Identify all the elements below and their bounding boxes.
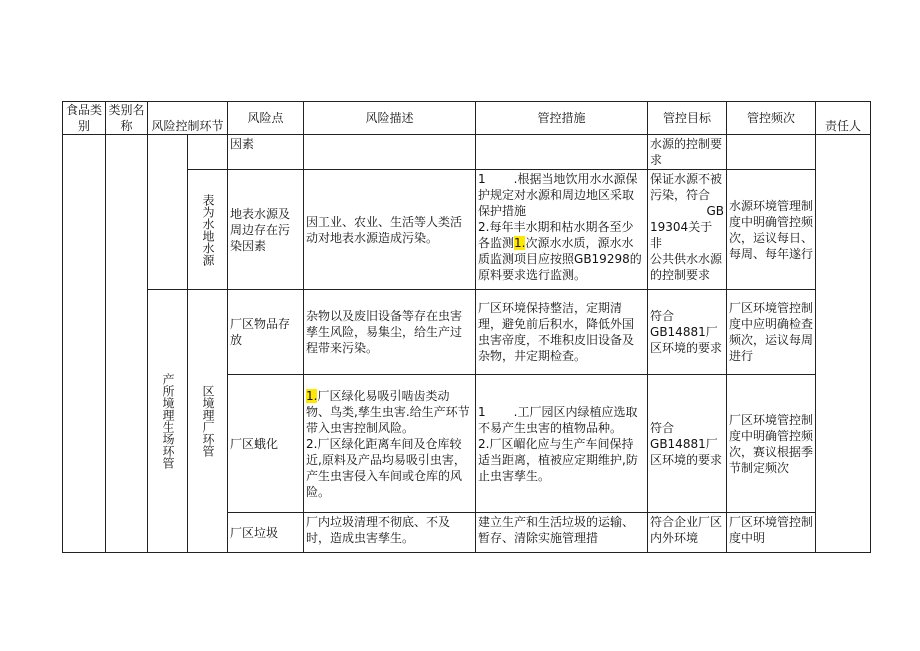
cell-point-garbage: 厂区垃圾 <box>228 513 304 553</box>
header-control-frequency: 管控频次 <box>727 102 816 135</box>
cell-description-continued <box>304 135 476 170</box>
cell-category-name <box>106 135 148 553</box>
header-control-target: 管控目标 <box>648 102 727 135</box>
risk-control-table <box>62 101 871 553</box>
cell-target-storage: 符合GB14881厂区环境的要求 <box>648 290 727 375</box>
measure-item-2: 2.每年丰水期和枯水期各至少各监测1.次源水水质，源水水质监测项目应按照GB19298的原料要求选行监测。 <box>478 220 642 282</box>
header-category-name: 类别名称 <box>106 102 148 135</box>
header-food-category: 食品类别 <box>63 102 106 135</box>
cell-substage-surface-water <box>188 170 228 290</box>
cell-stage-water <box>148 135 188 290</box>
cell-frequency-surface-water: 水源环境管理制度中明确管控频次，运议每日、每周、每年遂行 <box>727 170 816 290</box>
cell-target-surface-water: 保证水源不被 污染，符合 GB 19304关于非 公共供水水源 的控制要求 <box>648 170 727 290</box>
cell-substage-factory-env <box>188 290 228 553</box>
cell-measures-storage: 厂区环境保持整洁，定期清理，避免前后积水，降低外国虫害帝度，不堆积皮旧设备及杂物，井定期检查。 <box>476 290 648 375</box>
cell-target-greening: 符合GB14881厂区环境的要求 <box>648 375 727 513</box>
cell-frequency-storage: 厂区环境管控制度中应明确检查频次，运议每周进行 <box>727 290 816 375</box>
cell-target-garbage: 符合企业厂区内外环境 <box>648 513 727 553</box>
cell-description-storage: 杂物以及废旧设备等存在虫害孳生风险，易集尘，给生产过程带来污染。 <box>304 290 476 375</box>
cell-measures-garbage: 建立生产和生活垃圾的运输、暂存、清除实施管理措 <box>476 513 648 553</box>
substage-label: 区境理厂环管 <box>201 385 215 457</box>
cell-measures-greening <box>476 375 648 513</box>
cell-responsible <box>816 135 871 553</box>
measure-item-1: 1 .根据当地饮用水水源保护规定对水源和周边地区采取保护措施 <box>478 172 638 218</box>
cell-frequency-greening: 厂区环境管控制度中明确管控频次，赛议根据季节制定频次 <box>727 375 816 513</box>
substage-label: 表为水地水源 <box>201 193 215 266</box>
cell-description-surface-water: 因工业、农业、生活等人类活动对地表水源造成污染。 <box>304 170 476 290</box>
cell-frequency-garbage: 厂区环境管控制度中明 <box>727 513 816 553</box>
cell-stage-production-env <box>148 290 188 553</box>
header-risk-description: 风险描述 <box>304 102 476 135</box>
header-responsible-person: 责任人 <box>816 102 871 135</box>
stage-label: 产所境理生场环管 <box>161 373 175 469</box>
cell-point-surface-water: 地表水源及周边存在污染因素 <box>228 170 304 290</box>
cell-substage-top <box>188 135 228 170</box>
cell-food-category <box>63 135 106 553</box>
measure-item-2: 2.厂区嵋化应与生产车间保持适当距离，植被应定期维护,防止虫害孳生。 <box>478 436 638 483</box>
description-item-1: 1.厂区绿化易吸引啮齿类动物、鸟类,孳生虫害.给生产环节带入虫害控制风险。 <box>306 388 470 435</box>
table-row <box>63 135 871 170</box>
table-row <box>63 290 871 375</box>
header-risk-control-stage: 风险控制环节 <box>148 102 228 135</box>
cell-measures-surface-water <box>476 170 648 290</box>
cell-point-continued: 因素 <box>228 135 304 170</box>
cell-frequency-continued <box>727 135 816 170</box>
cell-description-garbage: 厂内垃圾清理不彻底、不及时，造成虫害孳生。 <box>304 513 476 553</box>
cell-target-continued: 水源的控制要求 <box>648 135 727 170</box>
header-risk-point: 风险点 <box>228 102 304 135</box>
description-item-2: 2.厂区绿化距离车间及仓库较近,原料及产品均易吸引虫害，产生虫害侵入车间或仓库的风险。 <box>306 436 466 499</box>
measure-item-1: 1 .工厂园区内绿植应选取不易产生虫害的植物品种。 <box>478 404 638 435</box>
cell-point-storage: 厂区物品存放 <box>228 290 304 375</box>
cell-description-greening <box>304 375 476 513</box>
cell-measures-continued <box>476 135 648 170</box>
table-header-row <box>63 102 871 135</box>
header-control-measures: 管控措施 <box>476 102 648 135</box>
cell-point-greening: 厂区蛾化 <box>228 375 304 513</box>
